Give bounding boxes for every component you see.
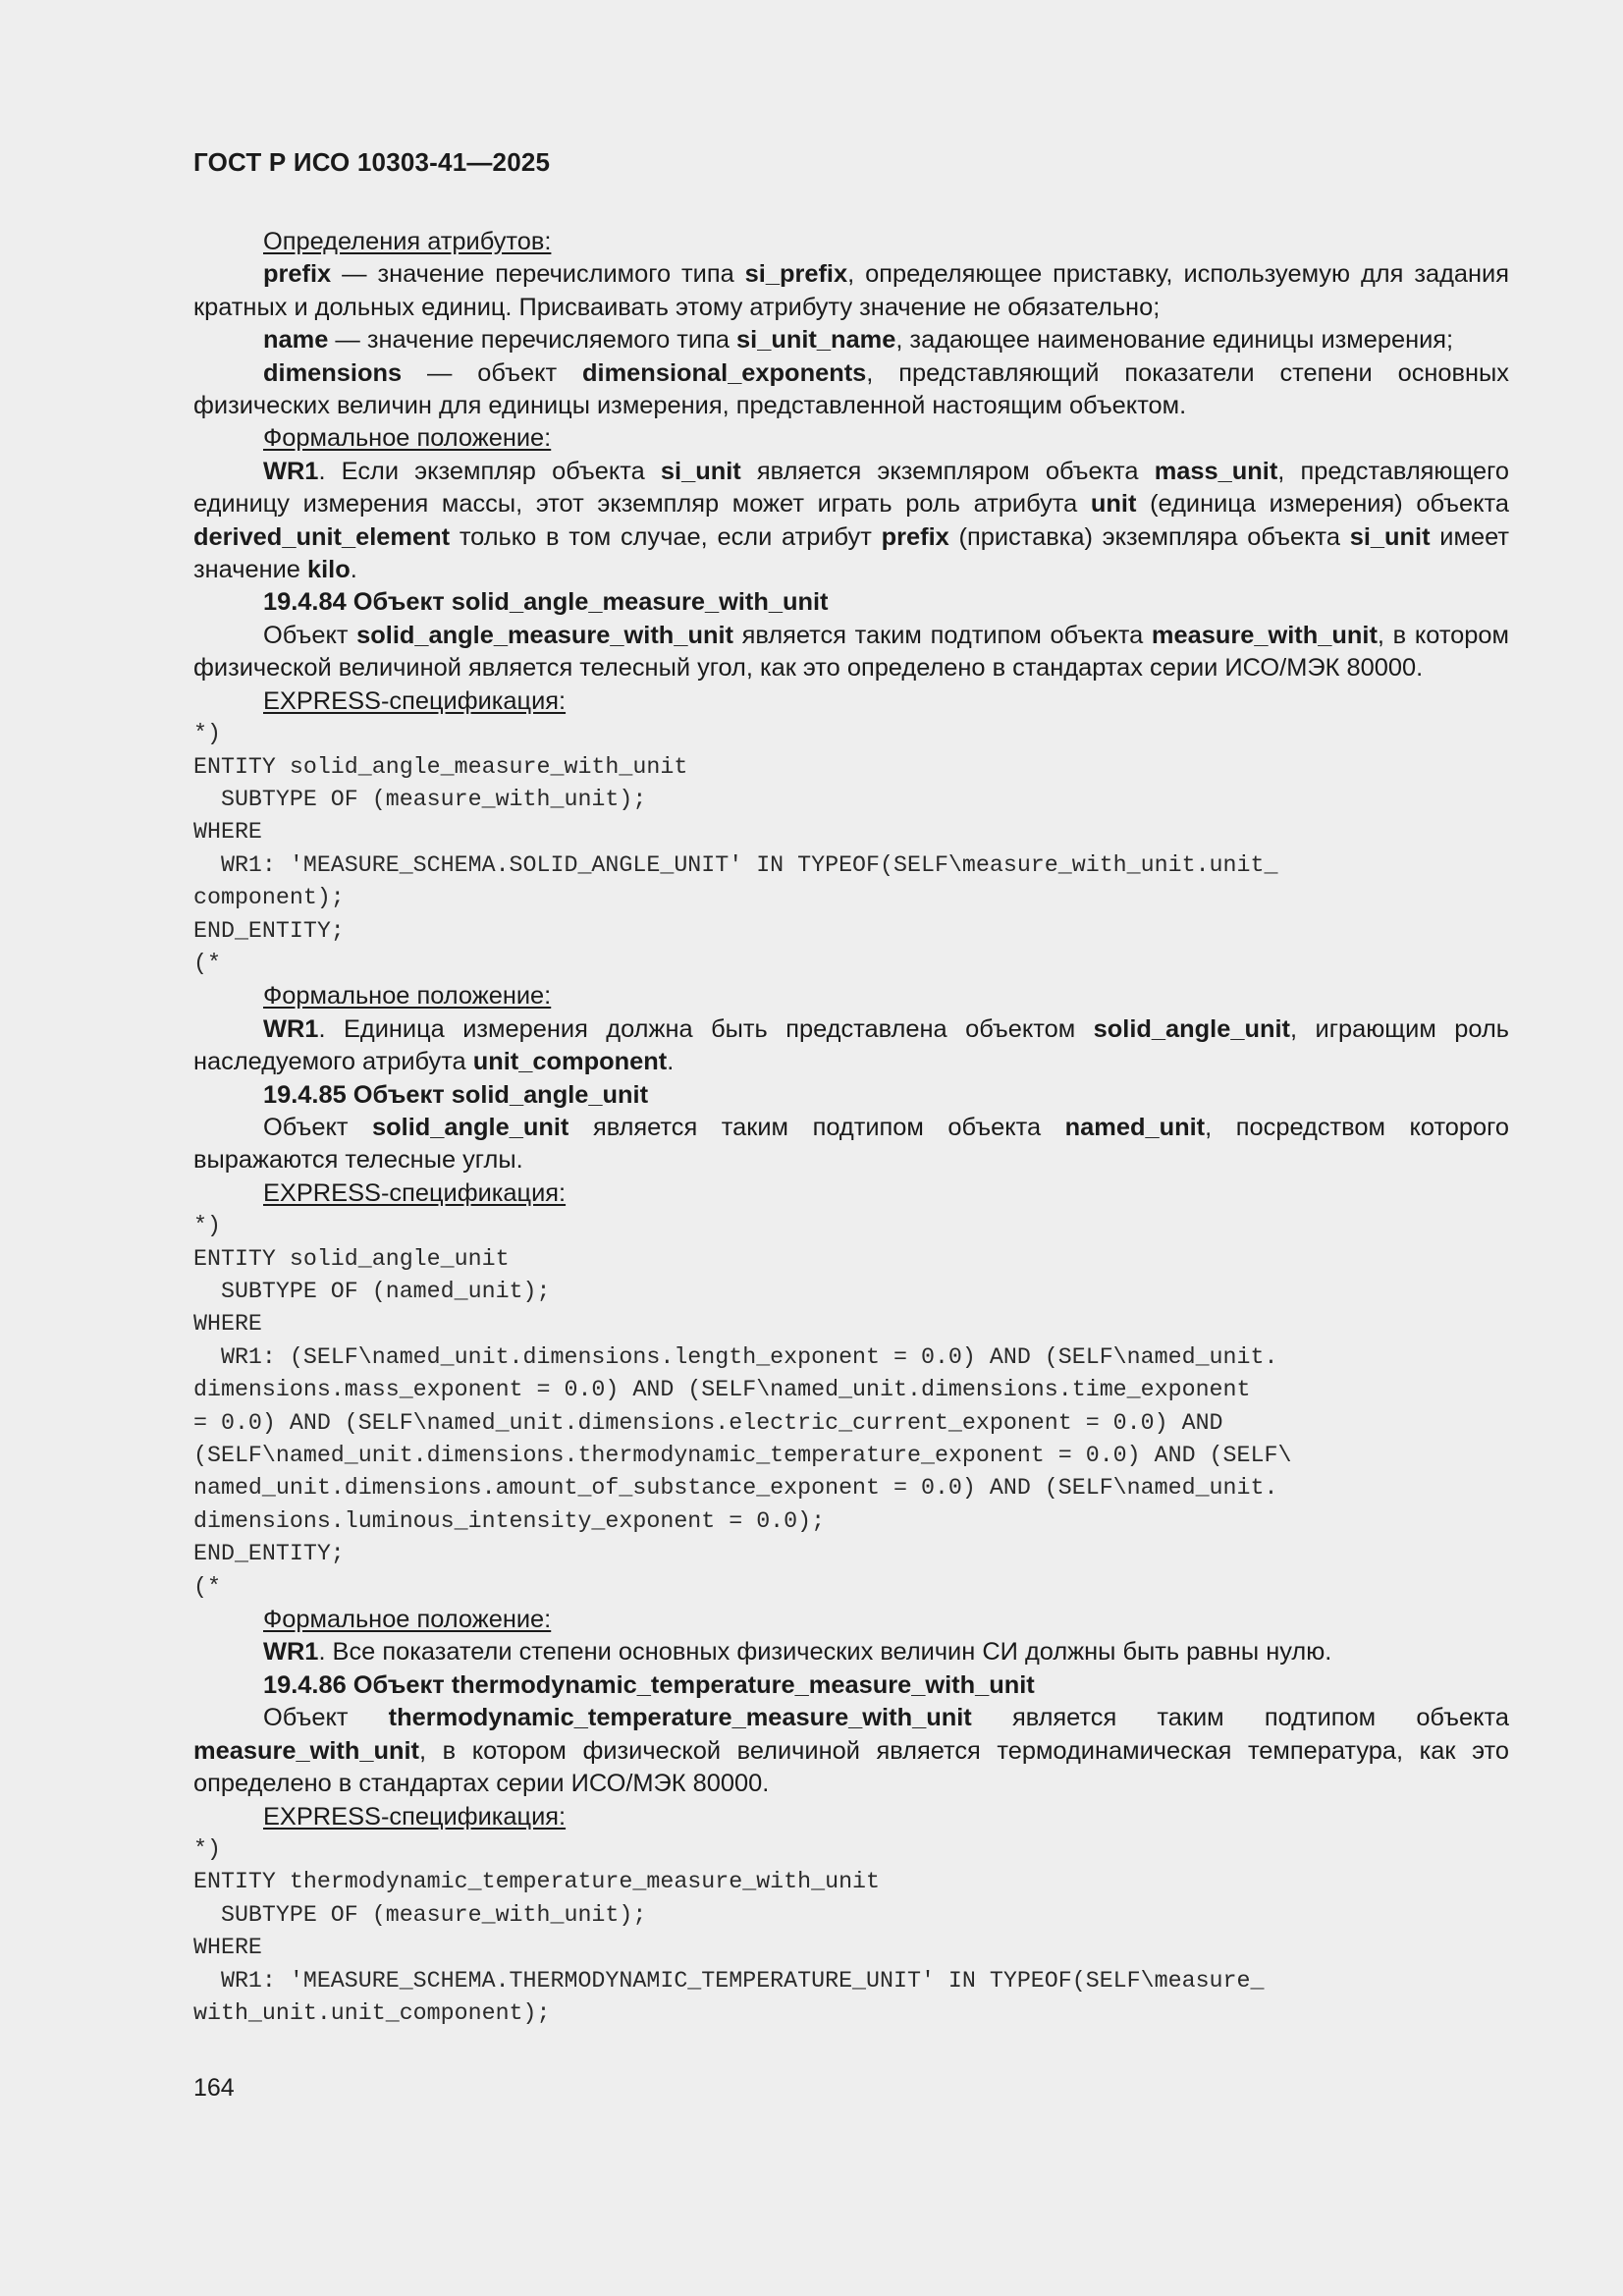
section-description: Объект thermodynamic_temperature_measure_with_unit является таким подтипом объекта measure_with_unit, в котором физической величиной является термодинамическая температура, как это определено в стандартах серии ИСО/МЭК 80000. (193, 1704, 1509, 1798)
page-number: 164 (193, 2074, 235, 2102)
formal-heading: Формальное положение: (263, 982, 552, 1011)
section-heading: 19.4.86 Объект thermodynamic_temperature_measure_with_unit (263, 1670, 1035, 1699)
document-header: ГОСТ Р ИСО 10303-41—2025 (193, 147, 551, 177)
section-description: Объект solid_angle_unit является таким подтипом объекта named_unit, посредством которого выражаются телесные углы. (193, 1113, 1509, 1175)
formal-heading: Формальное положение: (263, 1606, 552, 1634)
formal-rule: WR1. Если экземпляр объекта si_unit является экземпляром объекта mass_unit, представляющего единицу измерения массы, этот экземпляр может играть роль атрибута unit (единица измерения) объекта derived_unit_element только в том случае, если атрибут prefix (приставка) экземпляра объекта si_unit имеет значение kilo. (193, 457, 1509, 584)
express-heading: EXPRESS-спецификация: (263, 686, 567, 715)
formal-heading: Формальное положение: (263, 424, 552, 453)
formal-rule: WR1. Единица измерения должна быть представлена объектом solid_angle_unit, играющим роль наследуемого атрибута unit_component. (193, 1014, 1509, 1076)
express-heading: EXPRESS-спецификация: (263, 1178, 567, 1207)
attr-prefix: prefix — значение перечислимого типа si_prefix, определяющее приставку, используемую для задания кратных и дольных единиц. Присваивать этому атрибуту значение не обязательно; (193, 260, 1509, 321)
attr-name: name — значение перечисляемого типа si_unit_name, задающее наименование единицы измерения; (263, 326, 1454, 355)
section-heading: 19.4.85 Объект solid_angle_unit (263, 1080, 649, 1109)
express-code-block: *) ENTITY thermodynamic_temperature_measure_with_unit SUBTYPE OF (measure_with_unit); WHERE WR1: 'MEASURE_SCHEMA.THERMODYNAMIC_TEMPERATURE_UNIT' IN TYPEOF(SELF\measure_ with_unit.unit_component); (193, 1835, 1265, 2026)
express-code-block: *) ENTITY solid_angle_measure_with_unit SUBTYPE OF (measure_with_unit); WHERE WR1: 'MEASURE_SCHEMA.SOLID_ANGLE_UNIT' IN TYPEOF(SELF\measure_with_unit.unit_ component); END_ENTITY; (* (193, 721, 1278, 976)
attr-defs-heading: Определения атрибутов: (263, 228, 552, 255)
section-description: Объект solid_angle_measure_with_unit является таким подтипом объекта measure_with_unit, в котором физической величиной является телесный угол, как это определено в стандартах серии ИСО/МЭК 80000. (193, 621, 1509, 683)
page-content (193, 226, 1509, 2030)
attr-dimensions: dimensions — объект dimensional_exponents, представляющий показатели степени основных физических величин для единицы измерения, представленной настоящим объектом. (193, 358, 1509, 420)
express-heading: EXPRESS-спецификация: (263, 1802, 567, 1831)
section-heading: 19.4.84 Объект solid_angle_measure_with_unit (263, 588, 829, 617)
express-code-block: *) ENTITY solid_angle_unit SUBTYPE OF (named_unit); WHERE WR1: (SELF\named_unit.dimensions.length_exponent = 0.0) AND (SELF\named_unit. dimensions.mass_exponent = 0.0) AND (SELF\named_unit.dimensions.time_exponent = 0.0) AND (SELF\named_unit.dimensions.electric_current_exponent = 0.0) AND (SELF\named_unit.dimensions.thermodynamic_temperature_exponent = 0.0) AND (SELF\ named_unit.dimensions.amount_of_substance_exponent = 0.0) AND (SELF\named_unit. dimensions.luminous_intensity_exponent = 0.0); END_ENTITY; (* (193, 1213, 1292, 1600)
formal-rule: WR1. Все показатели степени основных физических величин СИ должны быть равны нулю. (263, 1638, 1332, 1667)
